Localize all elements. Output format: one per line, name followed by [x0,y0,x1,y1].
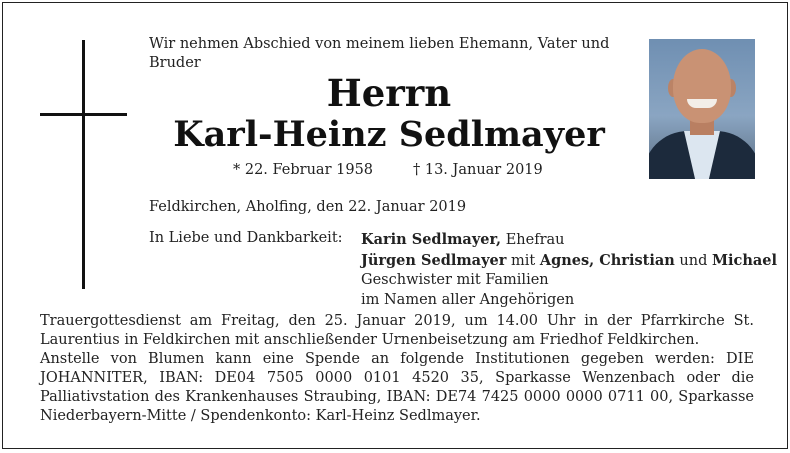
mourner-name: Karin Sedlmayer, [361,231,502,248]
mourner-name: Agnes, Christian [539,251,675,269]
place-date: Feldkirchen, Aholfing, den 22. Januar 2019 [149,199,467,215]
cross-icon-bar [40,113,127,116]
birth-date: * 22. Februar 1958 [233,162,374,178]
obituary-notice [2,2,788,449]
mourner-line [361,230,777,251]
mourners-list [361,230,777,310]
death-date: † 13. Januar 2019 [413,162,543,178]
mourner-name: Michael [711,251,778,269]
cross-icon [82,40,85,289]
honorific: Herrn [326,71,452,115]
mourner-line: Jürgen Sedlmayer mit Agnes, Christian und Michael [361,251,778,269]
mourner-name: Jürgen Sedlmayer [361,251,507,269]
mourner-line: Geschwister mit Familien [361,272,549,288]
donation-text: Anstelle von Blumen kann eine Spende an folgende Institutionen gegeben werden: DIE JOHANNITER, IBAN: DE04 7505 0000 0101 4520 35, Sparkasse Wenzenbach oder die Palliativstation des Krankenhauses Straubing, IBAN: DE74 7425 0000 0000 0711 00, Sparkasse Niederbayern-Mitte / Spendenkonto: Karl-Heinz Sedlmayer. [40,351,754,424]
portrait-photo [649,39,755,179]
mourners-label: In Liebe und Dankbarkeit: [149,230,343,246]
service-info [40,312,754,426]
intro-text: Wir nehmen Abschied von meinem lieben Ehemann, Vater und Bruder [149,36,610,71]
deceased-name: Karl-Heinz Sedlmayer [173,114,605,155]
service-text: Trauergottesdienst am Freitag, den 25. Januar 2019, um 14.00 Uhr in der Pfarrkirche St. Laurentius in Feldkirchen mit anschließender Urnenbeisetzung am Friedhof Feldkirchen. [40,313,754,348]
mourner-relation: Ehefrau [501,232,565,248]
mourner-line: im Namen aller Angehörigen [361,291,575,308]
